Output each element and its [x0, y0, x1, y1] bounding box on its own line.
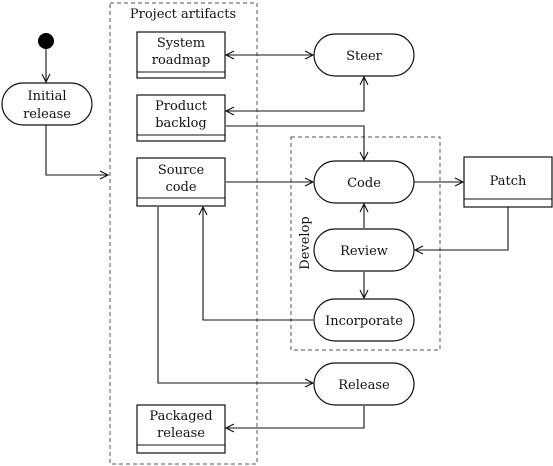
- project-artifacts-label: Project artifacts: [129, 7, 237, 22]
- source-code-line2: code: [165, 180, 197, 195]
- system-roadmap-line2: roadmap: [151, 53, 211, 68]
- patch-label: Patch: [489, 174, 527, 189]
- edge-incorporate-to-source: [199, 207, 313, 320]
- steer-label: Steer: [346, 49, 382, 64]
- release-label: Release: [338, 378, 390, 393]
- packaged-release-line1: Packaged: [149, 409, 213, 424]
- source-code-line1: Source: [157, 163, 205, 178]
- edge-patch-to-review: [415, 207, 508, 254]
- product-backlog-line1: Product: [155, 99, 207, 114]
- develop-label: Develop: [298, 216, 313, 270]
- incorporate-label: Incorporate: [325, 314, 403, 329]
- edge-source-to-release: [158, 207, 313, 387]
- edge-source-to-code: [226, 178, 313, 186]
- source-code-node: [137, 158, 225, 206]
- edge-backlog-to-code: [226, 126, 368, 160]
- review-label: Review: [340, 244, 388, 259]
- edge-roadmap-steer: [226, 51, 313, 59]
- edge-review-to-incorporate: [360, 272, 368, 298]
- product-backlog-line2: backlog: [155, 116, 207, 131]
- start-node: [38, 33, 54, 49]
- edge-code-to-patch: [414, 178, 463, 186]
- system-roadmap-node: [137, 32, 225, 78]
- product-backlog-node: [137, 95, 225, 141]
- packaged-release-node: [137, 405, 225, 453]
- patch-node: [464, 157, 552, 207]
- system-roadmap-line1: System: [156, 36, 206, 51]
- packaged-release-line2: release: [157, 426, 205, 441]
- initial-release-line2: release: [23, 107, 71, 122]
- edge-steer-to-backlog: [226, 77, 368, 115]
- edge-review-to-code: [360, 204, 368, 228]
- edge-initial-release-to-artifacts: [46, 125, 108, 179]
- code-label: Code: [347, 176, 381, 191]
- initial-release-line1: Initial: [27, 89, 67, 104]
- edge-release-to-packaged: [226, 406, 364, 432]
- edge-start-to-initial-release: [42, 49, 50, 82]
